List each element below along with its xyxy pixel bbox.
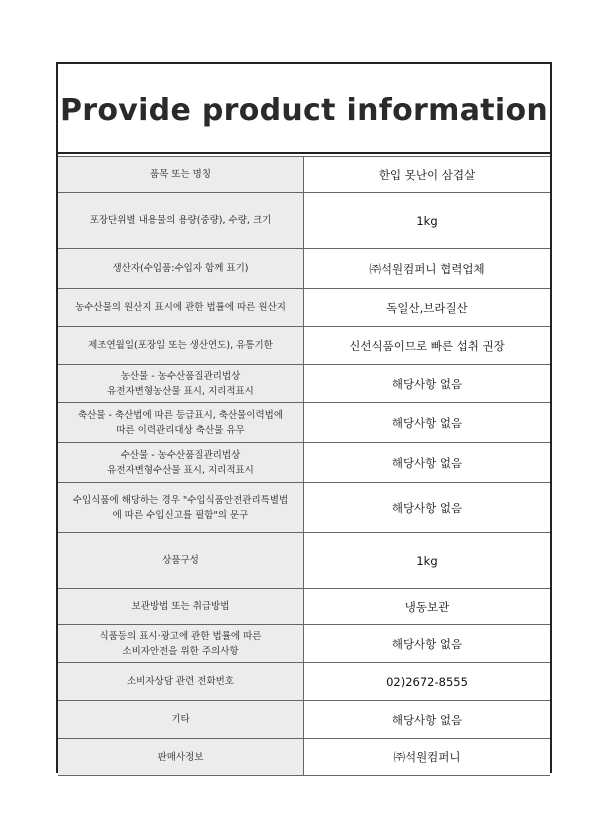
row-value: 1kg <box>304 533 551 589</box>
table-row <box>58 533 550 589</box>
row-label-line: 따른 이력관리대상 축산물 유무 <box>116 424 245 436</box>
table-row <box>58 289 550 327</box>
row-label-line: 유전자변형수산물 표시, 지리적표시 <box>107 464 254 476</box>
row-label: 보관방법 또는 취급방법 <box>58 589 304 625</box>
row-label: 생산자(수입품:수입자 함께 표기) <box>58 249 304 289</box>
row-label: 판매사정보 <box>58 739 304 776</box>
row-value: 해당사항 없음 <box>304 701 551 739</box>
row-label-line: 축산물 - 축산법에 따른 등급표시, 축산물이력법에 <box>77 409 284 421</box>
page-title: Provide product information <box>59 92 549 128</box>
table-row <box>58 157 550 193</box>
row-label-line: 유전자변형농산물 표시, 지리적표시 <box>107 385 254 397</box>
row-value: 해당사항 없음 <box>304 625 551 663</box>
product-info-frame <box>56 62 552 773</box>
row-label: 제조연월일(포장일 또는 생산연도), 유통기한 <box>58 327 304 365</box>
product-info-table <box>58 156 550 776</box>
table-row <box>58 249 550 289</box>
row-label: 상품구성 <box>58 533 304 589</box>
table-row <box>58 327 550 365</box>
row-value: 해당사항 없음 <box>304 365 551 403</box>
row-value: 02)2672-8555 <box>304 663 551 701</box>
row-label-line: 소비자안전을 위한 주의사항 <box>122 645 239 657</box>
row-label <box>58 443 304 483</box>
row-label: 농수산물의 원산지 표시에 관한 법률에 따른 원산지 <box>58 289 304 327</box>
row-value: 독일산,브라질산 <box>304 289 551 327</box>
row-label-line: 에 따른 수입신고를 필함"의 문구 <box>112 509 249 521</box>
row-label-line: 식품등의 표시·광고에 관한 법률에 따른 <box>99 630 262 642</box>
row-value: 한입 못난이 삼겹살 <box>304 157 551 193</box>
row-label-line: 수입식품에 해당하는 경우 "수입식품안전관리특별법 <box>72 494 289 506</box>
table-row <box>58 663 550 701</box>
row-label <box>58 625 304 663</box>
row-value: 1kg <box>304 193 551 249</box>
row-value: 해당사항 없음 <box>304 443 551 483</box>
row-value: 해당사항 없음 <box>304 483 551 533</box>
row-value: 신선식품이므로 빠른 섭취 권장 <box>304 327 551 365</box>
table-row <box>58 193 550 249</box>
table-row <box>58 739 550 776</box>
row-label <box>58 365 304 403</box>
row-label: 소비자상담 관련 전화번호 <box>58 663 304 701</box>
title-box <box>58 64 550 154</box>
table-row <box>58 483 550 533</box>
row-label-line: 농산물 - 농수산품질관리법상 <box>120 370 241 382</box>
row-value: ㈜석원컴퍼니 <box>304 739 551 776</box>
row-value: ㈜석원컴퍼니 협력업체 <box>304 249 551 289</box>
row-label <box>58 483 304 533</box>
row-value: 냉동보관 <box>304 589 551 625</box>
row-value: 해당사항 없음 <box>304 403 551 443</box>
row-label: 기타 <box>58 701 304 739</box>
table-row <box>58 589 550 625</box>
table-row <box>58 365 550 403</box>
row-label: 품목 또는 명칭 <box>58 157 304 193</box>
row-label: 포장단위별 내용물의 용량(중량), 수량, 크기 <box>58 193 304 249</box>
row-label <box>58 403 304 443</box>
table-row <box>58 625 550 663</box>
table-row <box>58 701 550 739</box>
table-row <box>58 443 550 483</box>
row-label-line: 수산물 - 농수산품질관리법상 <box>120 449 241 461</box>
table-row <box>58 403 550 443</box>
